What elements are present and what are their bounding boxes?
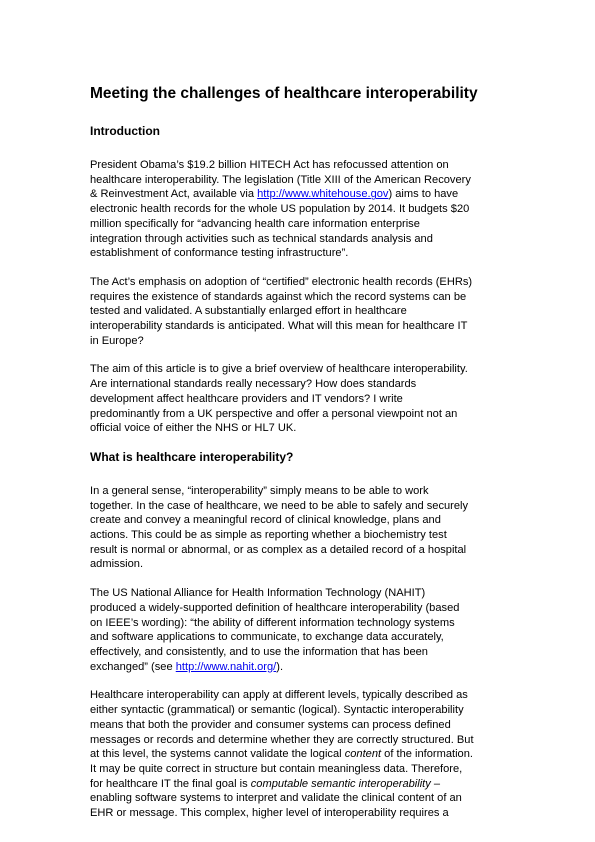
text-line [90, 232, 510, 247]
text-segment: of the information. [381, 748, 473, 761]
document-body [90, 124, 510, 821]
text-segment: exchanged” (see [90, 660, 176, 673]
text-segment: result is normal or abnormal, or as complex as a detailed record of a hospital [90, 543, 467, 556]
text-segment: enabling software systems to interpret and validate the clinical content of an [90, 792, 462, 805]
text-segment: Are international standards really necessary? How does standards [90, 378, 417, 391]
text-segment: interoperability standards is anticipated. What will this mean for healthcare IT [90, 320, 468, 333]
text-line [90, 319, 510, 334]
text-segment: integration through activities such as technical standards analysis and [90, 232, 433, 245]
text-segment: EHR or message. This complex, higher level of interoperability requires a [90, 807, 449, 820]
body-paragraph [90, 362, 510, 436]
text-line [90, 202, 510, 217]
hyperlink[interactable]: http://www.nahit.org/ [175, 660, 277, 673]
text-segment: produced a widely-supported definition of healthcare interoperability (based [90, 601, 460, 614]
text-line [90, 528, 510, 543]
text-line [90, 747, 510, 762]
text-line [90, 407, 510, 422]
text-line [90, 791, 510, 806]
text-line [90, 777, 510, 792]
text-segment: tested and validated. A substantially enlarged effort in healthcare [90, 305, 407, 318]
text-line [90, 246, 510, 261]
text-segment: and software applications to communicate, to exchange data accurately, [90, 631, 444, 644]
text-segment: messages or records and determine whether they are correctly structured. But [90, 733, 474, 746]
text-line [90, 513, 510, 528]
text-line [90, 645, 510, 660]
text-segment: million specifically for “advancing health care information enterprise [90, 217, 420, 230]
text-segment: admission. [90, 558, 144, 571]
text-segment: It may be quite correct in structure but contain meaningless data. Therefore, [90, 762, 463, 775]
text-line [90, 217, 510, 232]
text-segment: Healthcare interoperability can apply at different levels, typically described as [90, 689, 468, 702]
text-line [90, 718, 510, 733]
text-segment: ) aims to have [388, 188, 459, 201]
text-segment: official voice of either the NHS or HL7 UK. [90, 422, 297, 435]
text-segment: development affect healthcare providers and IT vendors? I write [90, 392, 403, 405]
text-line [90, 688, 510, 703]
text-segment: requires the existence of standards against which the record systems can be [90, 290, 467, 303]
text-segment: The aim of this article is to give a brief overview of healthcare interoperability. [90, 363, 468, 376]
text-line [90, 158, 510, 173]
text-line [90, 304, 510, 319]
section-heading: What is healthcare interoperability? [90, 449, 294, 464]
text-line [90, 334, 510, 349]
text-line [90, 173, 510, 188]
text-line [90, 362, 510, 377]
text-segment: predominantly from a UK perspective and offer a personal viewpoint not an [90, 407, 458, 420]
body-paragraph [90, 688, 510, 820]
document-page [90, 84, 510, 835]
text-segment: actions. This could be as simple as reporting whether a biochemistry test [90, 529, 447, 542]
text-line [90, 762, 510, 777]
emphasized-text: content [344, 748, 382, 761]
text-segment: establishment of conformance testing infrastructure”. [90, 247, 349, 260]
text-segment: The Act’s emphasis on adoption of “certified” electronic health records (EHRs) [90, 275, 473, 288]
text-line [90, 543, 510, 558]
text-segment: means that both the provider and consumer systems can process defined [90, 718, 451, 731]
text-segment: The US National Alliance for Health Information Technology (NAHIT) [90, 587, 426, 600]
text-line [90, 601, 510, 616]
body-paragraph [90, 275, 510, 349]
text-line [90, 275, 510, 290]
text-segment: President Obama’s $19.2 billion HITECH Act has refocussed attention on [90, 159, 449, 171]
text-segment: on IEEE’s wording): “the ability of different information technology systems [90, 616, 455, 629]
section-heading: Introduction [90, 124, 160, 138]
text-segment: together. In the case of healthcare, we need to be able to safely and securely [90, 499, 469, 512]
text-line [90, 557, 510, 572]
text-line [90, 499, 510, 514]
text-line [90, 187, 510, 202]
emphasized-text: computable semantic interoperability [250, 777, 431, 790]
text-line [90, 616, 510, 631]
text-line [90, 733, 510, 748]
text-line [90, 392, 510, 407]
text-segment: in Europe? [90, 334, 144, 347]
text-segment: – [430, 777, 441, 790]
text-line [90, 660, 510, 675]
text-segment: either syntactic (grammatical) or semantic (logical). Syntactic interoperability [90, 704, 464, 717]
text-segment: healthcare interoperability. The legislation (Title XIII of the American Recovery [90, 173, 471, 186]
text-segment: at this level, the systems cannot validate the logical [90, 748, 345, 761]
text-line [90, 377, 510, 392]
text-segment: electronic health records for the whole US population by 2014. It budgets $20 [90, 203, 470, 216]
text-line [90, 806, 510, 821]
text-line [90, 421, 510, 436]
text-segment: ). [276, 660, 284, 673]
text-segment: effectively, and consistently, and to use the information that has been [90, 645, 428, 658]
text-line [90, 703, 510, 718]
text-segment: In a general sense, “interoperability” simply means to be able to work [90, 484, 429, 497]
text-line [90, 630, 510, 645]
text-line [90, 586, 510, 601]
text-segment: for healthcare IT the final goal is [90, 777, 251, 790]
body-paragraph [90, 158, 510, 261]
body-paragraph [90, 484, 510, 572]
document-title: Meeting the challenges of healthcare interoperability [90, 85, 478, 102]
body-paragraph [90, 586, 510, 674]
text-line [90, 290, 510, 305]
text-line [90, 484, 510, 499]
hyperlink[interactable]: http://www.whitehouse.gov [257, 188, 389, 201]
text-segment: create and convey a meaningful record of clinical knowledge, plans and [90, 514, 441, 527]
text-segment: & Reinvestment Act, available via [90, 188, 258, 201]
